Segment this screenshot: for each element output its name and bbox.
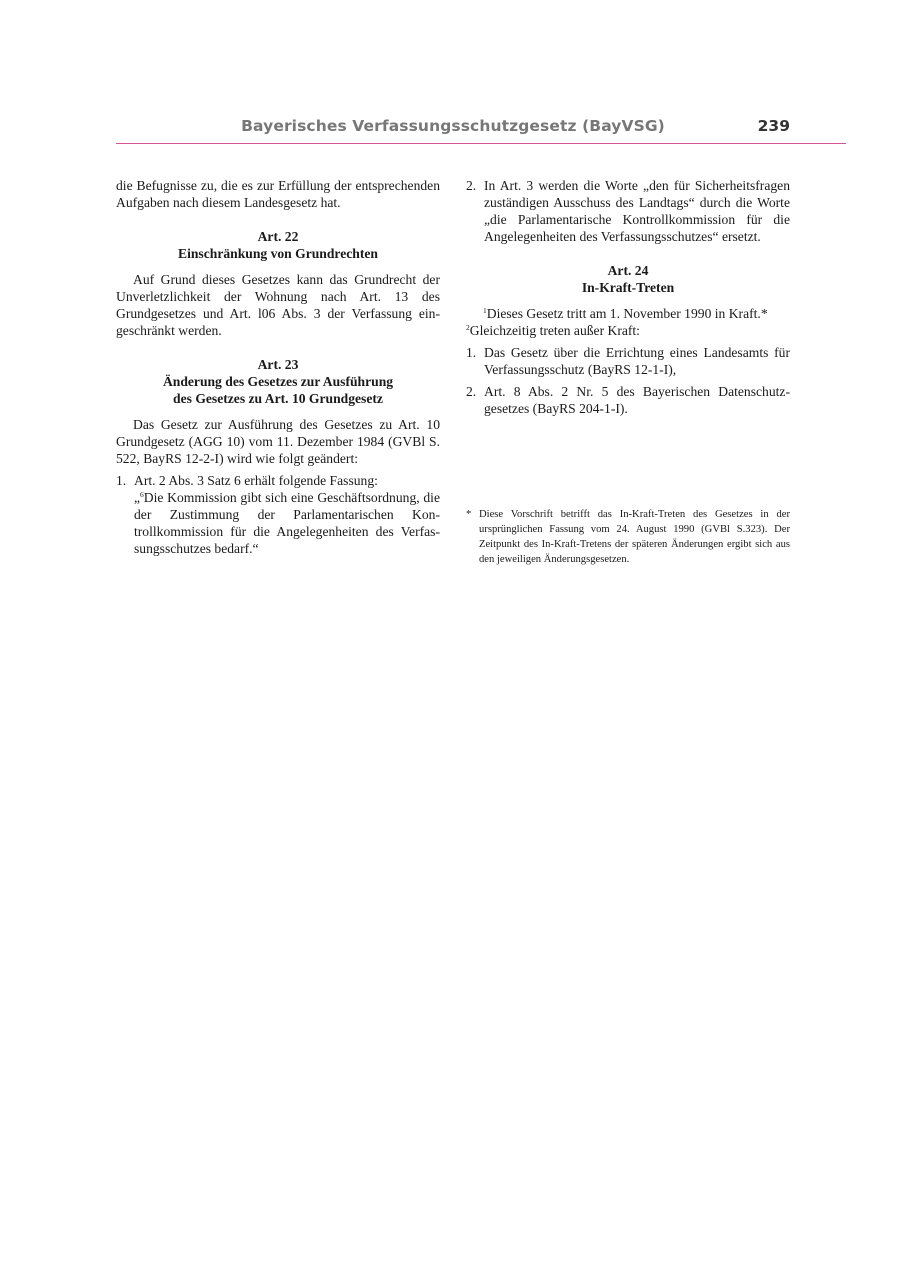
art23-intro: Das Gesetz zur Ausführung des Gesetzes zu Art. 10 Grundgesetz (AGG 10) vom 11. Dezember 1984 (GVBl S. 522, BayRS 12-2-I) wird wie folgt geändert: bbox=[116, 417, 440, 466]
footnote-mark: * bbox=[466, 509, 472, 520]
art24-title: In-Kraft-Treten bbox=[581, 280, 675, 295]
header-title: Bayerisches Verfassungsschutzgesetz (BayVSG) bbox=[241, 117, 665, 135]
art23-item-1-quote: Die Kommission gibt sich eine Geschäftsordnung, die der Zustimmung der Parlamentarischen Kontrollkommission für die Angelegenheiten des Verfassungsschutzes bedarf.“ bbox=[134, 490, 440, 556]
art23-item-1 bbox=[116, 472, 440, 557]
art24-sentence-2 bbox=[466, 322, 790, 339]
art24-item-1 bbox=[466, 344, 790, 378]
running-header bbox=[116, 117, 846, 144]
sentence-number-1: 1 bbox=[483, 306, 487, 315]
continuation-paragraph: die Befugnisse zu, die es zur Erfüllung der entsprechenden Aufgaben nach diesem Landesgesetz hat. bbox=[116, 178, 440, 210]
art22-body: Auf Grund dieses Gesetzes kann das Grundrecht der Unverletzlichkeit der Wohnung nach Art. 13 des Grundgesetzes und Art. l06 Abs. 3 der Verfassung eingeschränkt werden. bbox=[116, 272, 440, 338]
art23-heading bbox=[116, 356, 440, 407]
art24-sentence-1 bbox=[466, 305, 790, 322]
art23-item-1-text: Art. 2 Abs. 3 Satz 6 erhält folgende Fassung: bbox=[134, 473, 378, 488]
art23-item-2 bbox=[466, 177, 790, 245]
art22-number: Art. 22 bbox=[257, 229, 299, 244]
footnote bbox=[466, 507, 790, 567]
art23-item-1-number: 1. bbox=[116, 473, 127, 488]
art24-item-1-number: 1. bbox=[466, 345, 477, 360]
art23-item-1-quote-wrapper bbox=[134, 489, 440, 557]
art24-sentence-1-text: Dieses Gesetz tritt am 1. November 1990 in Kraft.* bbox=[486, 306, 768, 321]
art22-heading bbox=[116, 228, 440, 262]
art23-title-line1: Änderung des Gesetzes zur Ausführung bbox=[162, 374, 394, 389]
art24-item-2-number: 2. bbox=[466, 384, 477, 399]
art24-sentence-2-text: Gleichzeitig treten außer Kraft: bbox=[469, 323, 640, 338]
art24-item-2-text: Art. 8 Abs. 2 Nr. 5 des Bayerischen Datenschutzgesetzes (BayRS 204-1-I). bbox=[484, 384, 790, 416]
quote-open: „ bbox=[134, 490, 141, 505]
sentence-number-2: 2 bbox=[466, 323, 470, 332]
art24-heading bbox=[466, 262, 790, 296]
art24-number: Art. 24 bbox=[607, 263, 649, 278]
art22-title: Einschränkung von Grundrechten bbox=[178, 246, 378, 261]
art23-item-2-text: In Art. 3 werden die Worte „den für Sicherheitsfragen zuständigen Ausschuss des Landtags“ durch die Worte „die Parlamentarische Kontrollkommission für die Angelegenheiten des Verfassungsschutzes“ ersetzt. bbox=[484, 178, 790, 244]
right-column bbox=[466, 177, 790, 417]
art24-item-1-text: Das Gesetz über die Errichtung eines Landesamts für Verfassungsschutz (BayRS 12-1-I), bbox=[484, 345, 790, 377]
art24-item-2 bbox=[466, 383, 790, 417]
art23-number: Art. 23 bbox=[257, 357, 299, 372]
left-column bbox=[116, 177, 440, 557]
sentence-number-6: 6 bbox=[140, 490, 144, 499]
page-number: 239 bbox=[757, 117, 790, 135]
footnote-text: Diese Vorschrift betrifft das In-Kraft-Treten des Gesetzes in der ursprünglichen Fassung vom 24. August 1990 (GVBl S.323). Der Zeitpunkt des In-Kraft-Tretens der späteren Änderungen ergibt sich aus den jeweiligen Änderungsgesetzen. bbox=[479, 509, 790, 565]
art23-title-line2: des Gesetzes zu Art. 10 Grundgesetz bbox=[173, 391, 383, 406]
art23-item-2-number: 2. bbox=[466, 178, 477, 193]
